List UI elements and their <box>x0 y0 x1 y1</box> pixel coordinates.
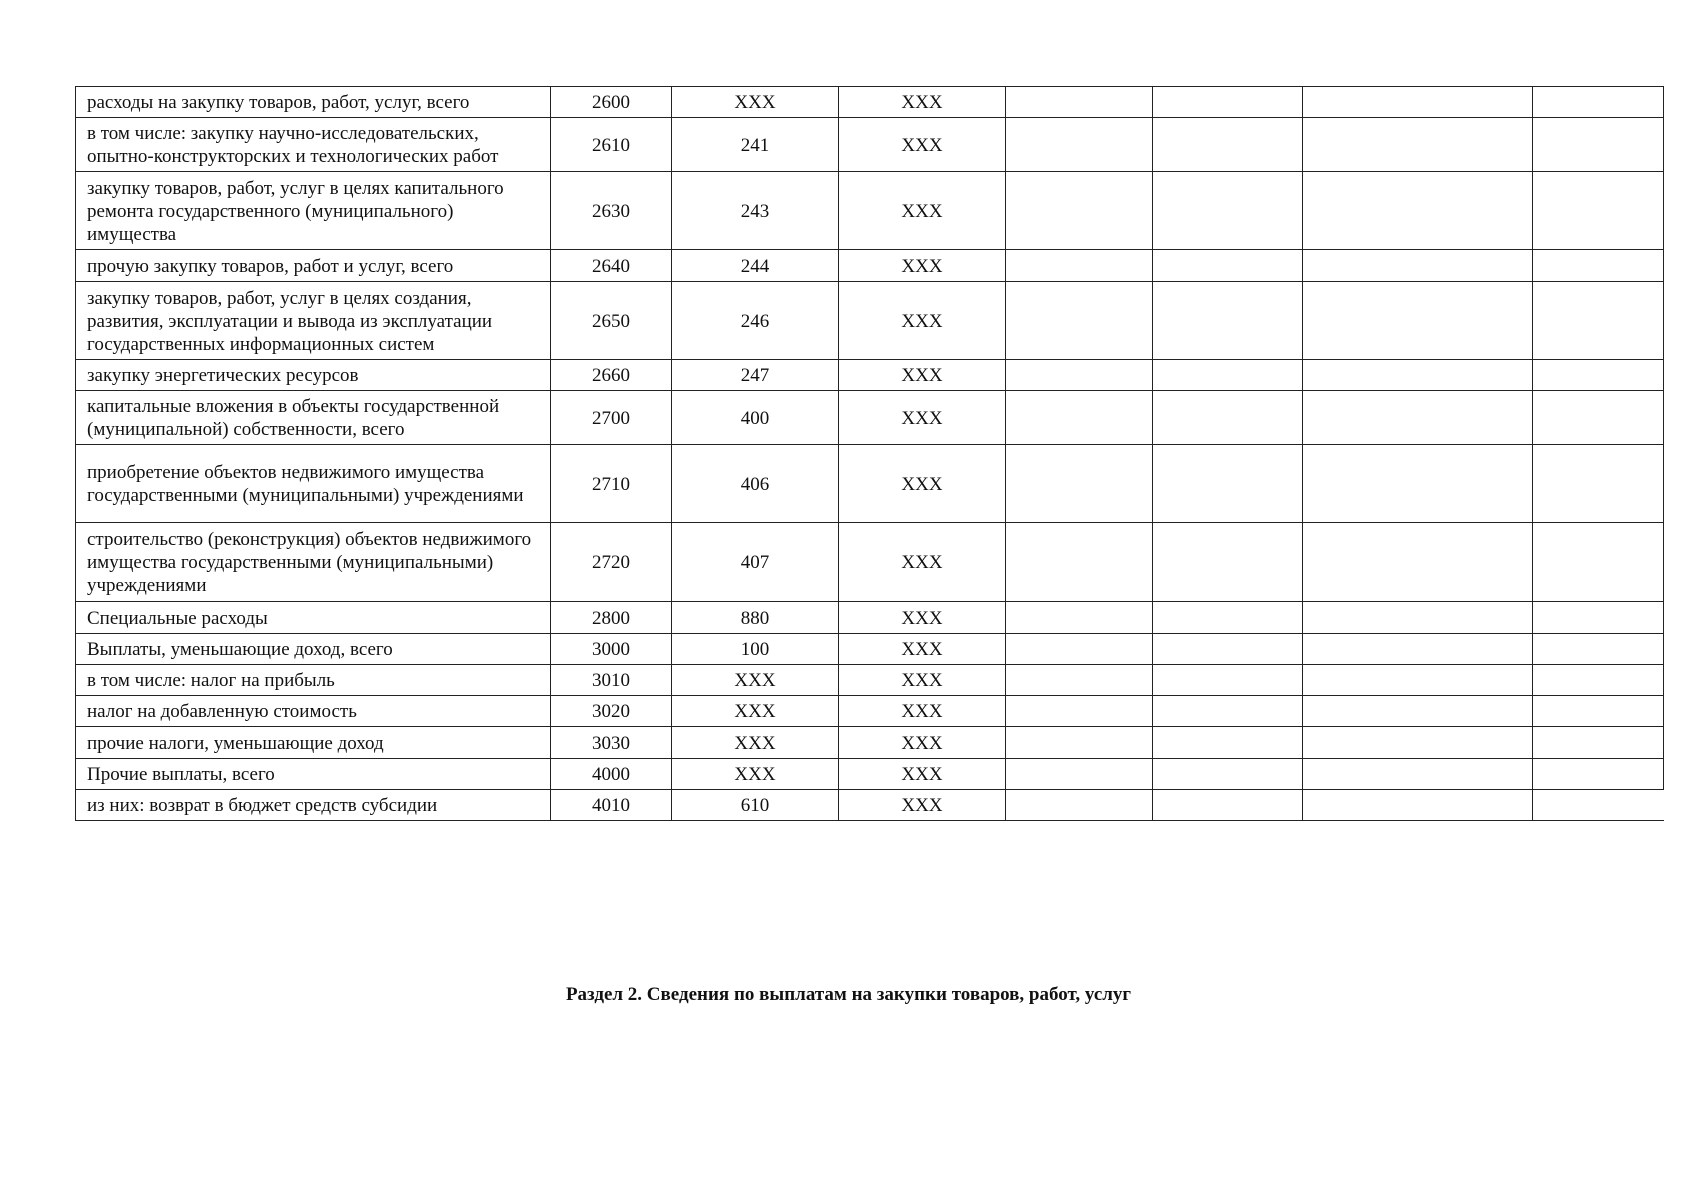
table-row <box>76 665 1664 696</box>
empty-cell <box>1533 665 1664 696</box>
row-code-cell: 2660 <box>551 360 672 391</box>
empty-cell <box>1303 523 1533 602</box>
row-code-cell: 2720 <box>551 523 672 602</box>
empty-cell <box>1303 282 1533 360</box>
empty-cell <box>1153 665 1303 696</box>
table-row <box>76 172 1664 250</box>
row-code-cell: 3020 <box>551 696 672 727</box>
empty-cell <box>1153 523 1303 602</box>
row-name-cell: в том числе: налог на прибыль <box>76 665 551 696</box>
row-col4-cell: XXX <box>839 118 1006 172</box>
empty-cell <box>1006 696 1153 727</box>
empty-cell <box>1533 250 1664 282</box>
row-kbk-cell: 100 <box>672 634 839 665</box>
table-row <box>76 759 1664 790</box>
row-code-cell: 2650 <box>551 282 672 360</box>
empty-cell <box>1303 696 1533 727</box>
empty-cell <box>1533 282 1664 360</box>
empty-cell <box>1533 634 1664 665</box>
empty-cell <box>1533 727 1664 759</box>
row-code-cell: 2600 <box>551 87 672 118</box>
empty-cell <box>1006 634 1153 665</box>
row-col4-cell: XXX <box>839 696 1006 727</box>
row-code-cell: 2800 <box>551 602 672 634</box>
row-kbk-cell: 241 <box>672 118 839 172</box>
row-col4-cell: XXX <box>839 790 1006 821</box>
row-code-cell: 2610 <box>551 118 672 172</box>
row-code-cell: 3000 <box>551 634 672 665</box>
row-col4-cell: XXX <box>839 445 1006 523</box>
empty-cell <box>1006 759 1153 790</box>
empty-cell <box>1303 665 1533 696</box>
row-name-cell: Специальные расходы <box>76 602 551 634</box>
row-col4-cell: XXX <box>839 250 1006 282</box>
row-name-cell: прочую закупку товаров, работ и услуг, всего <box>76 250 551 282</box>
row-kbk-cell: 880 <box>672 602 839 634</box>
empty-cell <box>1533 172 1664 250</box>
table-row <box>76 250 1664 282</box>
table-row <box>76 634 1664 665</box>
empty-cell <box>1006 282 1153 360</box>
empty-cell <box>1533 696 1664 727</box>
row-name-cell: приобретение объектов недвижимого имущества государственными (муниципальными) учреждениями <box>76 445 551 523</box>
row-name-cell: Прочие выплаты, всего <box>76 759 551 790</box>
empty-cell <box>1153 172 1303 250</box>
row-name-cell: строительство (реконструкция) объектов недвижимого имущества государственными (муниципальными) учреждениями <box>76 523 551 602</box>
empty-cell <box>1006 250 1153 282</box>
row-code-cell: 3010 <box>551 665 672 696</box>
row-code-cell: 2630 <box>551 172 672 250</box>
empty-cell <box>1006 360 1153 391</box>
table-row <box>76 727 1664 759</box>
row-kbk-cell: 243 <box>672 172 839 250</box>
row-kbk-cell: XXX <box>672 759 839 790</box>
empty-cell <box>1533 602 1664 634</box>
row-col4-cell: XXX <box>839 665 1006 696</box>
empty-cell <box>1303 172 1533 250</box>
empty-cell <box>1006 118 1153 172</box>
empty-cell <box>1533 118 1664 172</box>
table-row <box>76 445 1664 523</box>
financial-table <box>75 86 1664 821</box>
row-col4-cell: XXX <box>839 87 1006 118</box>
empty-cell <box>1006 445 1153 523</box>
row-kbk-cell: XXX <box>672 696 839 727</box>
row-col4-cell: XXX <box>839 602 1006 634</box>
row-code-cell: 2700 <box>551 391 672 445</box>
empty-cell <box>1303 727 1533 759</box>
empty-cell <box>1006 602 1153 634</box>
table-row <box>76 282 1664 360</box>
empty-cell <box>1006 87 1153 118</box>
empty-cell <box>1153 250 1303 282</box>
empty-cell <box>1153 759 1303 790</box>
row-col4-cell: XXX <box>839 282 1006 360</box>
row-kbk-cell: 407 <box>672 523 839 602</box>
empty-cell <box>1153 696 1303 727</box>
row-col4-cell: XXX <box>839 634 1006 665</box>
row-code-cell: 2710 <box>551 445 672 523</box>
empty-cell <box>1533 87 1664 118</box>
empty-cell <box>1006 523 1153 602</box>
section-title: Раздел 2. Сведения по выплатам на закупки товаров, работ, услуг <box>565 984 1132 1005</box>
row-kbk-cell: XXX <box>672 727 839 759</box>
row-kbk-cell: 406 <box>672 445 839 523</box>
empty-cell <box>1533 391 1664 445</box>
row-kbk-cell: 400 <box>672 391 839 445</box>
empty-cell <box>1153 360 1303 391</box>
empty-cell <box>1006 727 1153 759</box>
table-row <box>76 696 1664 727</box>
row-kbk-cell: 610 <box>672 790 839 821</box>
empty-cell <box>1533 445 1664 523</box>
table-row <box>76 391 1664 445</box>
empty-cell <box>1303 634 1533 665</box>
empty-cell <box>1303 87 1533 118</box>
empty-cell <box>1153 727 1303 759</box>
row-name-cell: расходы на закупку товаров, работ, услуг, всего <box>76 87 551 118</box>
row-kbk-cell: 246 <box>672 282 839 360</box>
empty-cell <box>1153 445 1303 523</box>
empty-cell <box>1006 665 1153 696</box>
row-kbk-cell: XXX <box>672 665 839 696</box>
row-name-cell: из них: возврат в бюджет средств субсидии <box>76 790 551 821</box>
empty-cell <box>1006 172 1153 250</box>
empty-cell <box>1533 759 1664 790</box>
table-row <box>76 523 1664 602</box>
empty-cell <box>1153 282 1303 360</box>
row-kbk-cell: 247 <box>672 360 839 391</box>
row-name-cell: закупку энергетических ресурсов <box>76 360 551 391</box>
row-col4-cell: XXX <box>839 172 1006 250</box>
row-col4-cell: XXX <box>839 759 1006 790</box>
row-name-cell: закупку товаров, работ, услуг в целях капитального ремонта государственного (муниципального) имущества <box>76 172 551 250</box>
empty-cell <box>1303 602 1533 634</box>
empty-cell <box>1153 118 1303 172</box>
row-kbk-cell: XXX <box>672 87 839 118</box>
row-name-cell: закупку товаров, работ, услуг в целях создания, развития, эксплуатации и вывода из эксплуатации государственных информационных систем <box>76 282 551 360</box>
empty-cell <box>1533 790 1664 821</box>
table-row <box>76 602 1664 634</box>
row-name-cell: прочие налоги, уменьшающие доход <box>76 727 551 759</box>
row-code-cell: 4000 <box>551 759 672 790</box>
row-code-cell: 4010 <box>551 790 672 821</box>
empty-cell <box>1006 391 1153 445</box>
table-body <box>76 87 1664 821</box>
empty-cell <box>1153 391 1303 445</box>
table-row <box>76 87 1664 118</box>
row-col4-cell: XXX <box>839 523 1006 602</box>
row-name-cell: Выплаты, уменьшающие доход, всего <box>76 634 551 665</box>
row-col4-cell: XXX <box>839 360 1006 391</box>
empty-cell <box>1303 759 1533 790</box>
table-row <box>76 360 1664 391</box>
row-name-cell: в том числе: закупку научно-исследовательских, опытно-конструкторских и технологических работ <box>76 118 551 172</box>
row-col4-cell: XXX <box>839 391 1006 445</box>
empty-cell <box>1153 87 1303 118</box>
empty-cell <box>1533 360 1664 391</box>
row-name-cell: капитальные вложения в объекты государственной (муниципальной) собственности, всего <box>76 391 551 445</box>
empty-cell <box>1303 445 1533 523</box>
empty-cell <box>1153 790 1303 821</box>
row-code-cell: 2640 <box>551 250 672 282</box>
empty-cell <box>1303 391 1533 445</box>
empty-cell <box>1303 118 1533 172</box>
empty-cell <box>1303 360 1533 391</box>
table-row <box>76 118 1664 172</box>
row-code-cell: 3030 <box>551 727 672 759</box>
empty-cell <box>1303 250 1533 282</box>
row-kbk-cell: 244 <box>672 250 839 282</box>
empty-cell <box>1303 790 1533 821</box>
empty-cell <box>1153 634 1303 665</box>
empty-cell <box>1533 523 1664 602</box>
table-row <box>76 790 1664 821</box>
empty-cell <box>1006 790 1153 821</box>
empty-cell <box>1153 602 1303 634</box>
row-name-cell: налог на добавленную стоимость <box>76 696 551 727</box>
row-col4-cell: XXX <box>839 727 1006 759</box>
